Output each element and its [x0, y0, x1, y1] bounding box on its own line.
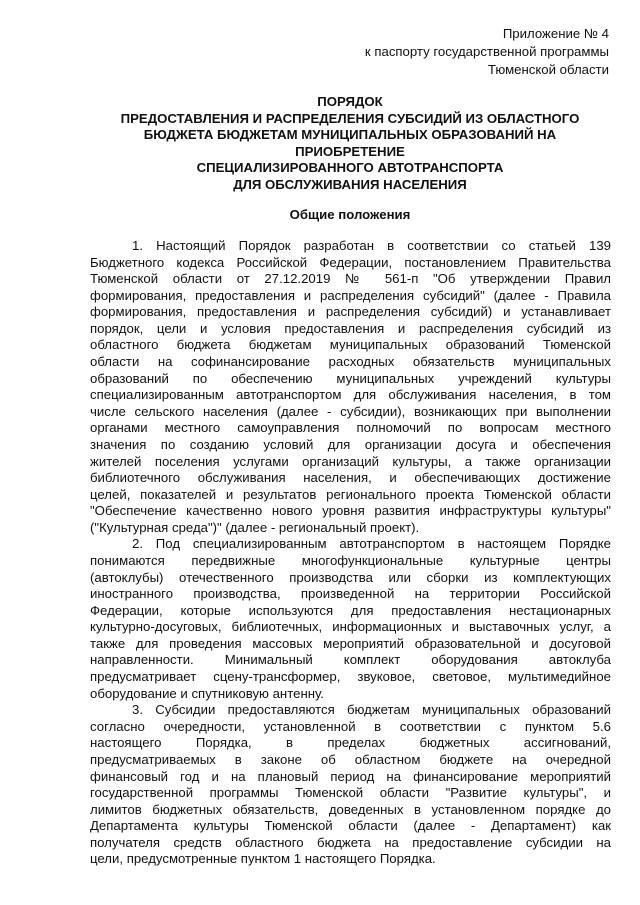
appendix-number: Приложение № 4 [502, 26, 609, 41]
paragraph-3 [90, 702, 611, 868]
paragraph-line: иностранного производства, произведенной на территории Российской [90, 586, 611, 602]
appendix-reference: к паспорту государственной программы [364, 44, 609, 59]
paragraph-line: также для проведения массовых мероприятий образовательной и досуговой [90, 635, 611, 651]
document-body [90, 238, 611, 868]
title-line: ПРИОБРЕТЕНИЕ [295, 143, 405, 159]
paragraph-line: значения по созданию условий для организации досуга и обеспечения [90, 436, 611, 452]
title-line: СПЕЦИАЛИЗИРОВАННОГО АВТОТРАНСПОРТА [196, 160, 504, 176]
appendix-region: Тюменской области [487, 62, 609, 77]
paragraph-line: области на софинансирование расходных обязательств муниципальных [90, 354, 611, 370]
paragraph-line: оборудование и спутниковую антенну. [90, 685, 324, 701]
paragraph-line: согласно очередности, установленной в соответствии с пунктом 5.6 [90, 718, 611, 734]
paragraph-line: областного бюджета бюджетам муниципальных образований Тюменской [90, 337, 611, 353]
appendix-header [365, 25, 609, 79]
paragraph-line: Бюджетного кодекса Российской Федерации, постановлением Правительства [90, 254, 611, 270]
title-line: ДЛЯ ОБСЛУЖИВАНИЯ НАСЕЛЕНИЯ [233, 176, 467, 192]
paragraph-line: направленности. Минимальный комплект оборудования автоклуба [90, 652, 611, 668]
paragraph-line: культурно-досуговых, библиотечных, информационных и выставочных услуг, а [90, 619, 611, 635]
paragraph-line: формирования, предоставления и распределения субсидий" (далее - Правила [90, 287, 611, 303]
paragraph-line: предусматриваемых в законе об областном бюджете на очередной [90, 751, 611, 767]
paragraph-line: настоящего Порядка, в пределах бюджетных ассигнований, [90, 735, 611, 751]
title-line: ПОРЯДОК [317, 94, 383, 109]
paragraph-line: 3. Субсидии предоставляются бюджетам муниципальных образований [132, 702, 611, 718]
paragraph-line: жителей поселения услугами организаций культуры, а также организации [90, 453, 611, 469]
paragraph-line: числе сельского населения (далее - субсидии), возникающих при выполнении [90, 403, 611, 419]
paragraph-line: органами местного самоуправления полномочий по вопросам местного [90, 420, 611, 436]
paragraph-line: получателя средств областного бюджета на предоставление субсидии на [90, 834, 611, 850]
paragraph-line: предусматривает сцену-трансформер, звуковое, световое, мультимедийное [90, 669, 611, 685]
paragraph-line: целей, показателей и результатов регионального проекта Тюменской области [90, 486, 611, 502]
paragraph-line: лимитов бюджетных обязательств, доведенных в установленном порядке до [90, 801, 611, 817]
paragraph-line: цели, предусмотренные пунктом 1 настоящего Порядка. [90, 851, 436, 867]
paragraph-line: финансовый год и на плановый период на финансирование мероприятий [90, 768, 611, 784]
paragraph-2 [90, 536, 611, 702]
paragraph-line: специализированным автотранспортом для обслуживания населения, в том [90, 387, 611, 403]
paragraph-line: образований по обеспечению муниципальных учреждений культуры [90, 370, 611, 386]
paragraph-line: библиотечного обслуживания населения, и обеспечивающих достижение [90, 470, 611, 486]
paragraph-line: порядок, цели и условия предоставления и распределения субсидий из [90, 320, 611, 336]
document-title [90, 94, 610, 194]
paragraph-line: понимаются передвижные многофункциональные культурные центры [90, 552, 611, 568]
paragraph-line: ("Культурная среда")" (далее - региональный проект). [90, 519, 420, 535]
paragraph-line: Тюменской области от 27.12.2019 № 561-п "Об утверждении Правил [90, 271, 611, 287]
paragraph-line: Департамента культуры Тюменской области (далее - Департамент) как [90, 818, 611, 834]
section-heading: Общие положения [289, 207, 411, 222]
paragraph-line: 1. Настоящий Порядок разработан в соответствии со статьей 139 [132, 238, 611, 253]
paragraph-line: формирования, предоставления и распределения субсидий) и устанавливает [90, 304, 611, 320]
paragraph-1 [90, 238, 611, 536]
paragraph-line: Федерации, которые используются для предоставления нестационарных [90, 602, 611, 618]
paragraph-line: (автоклубы) отечественного производства или сборки из комплектующих [90, 569, 611, 585]
title-line: БЮДЖЕТА БЮДЖЕТАМ МУНИЦИПАЛЬНЫХ ОБРАЗОВАНИЙ НА [143, 127, 557, 143]
title-line: ПРЕДОСТАВЛЕНИЯ И РАСПРЕДЕЛЕНИЯ СУБСИДИЙ ИЗ ОБЛАСТНОГО [120, 110, 580, 126]
paragraph-line: 2. Под специализированным автотранспортом в настоящем Порядке [132, 536, 611, 552]
paragraph-line: "Обеспечение качественно нового уровня развития инфраструктуры культуры" [90, 503, 611, 519]
paragraph-line: государственной программы Тюменской области "Развитие культуры", и [90, 785, 611, 801]
